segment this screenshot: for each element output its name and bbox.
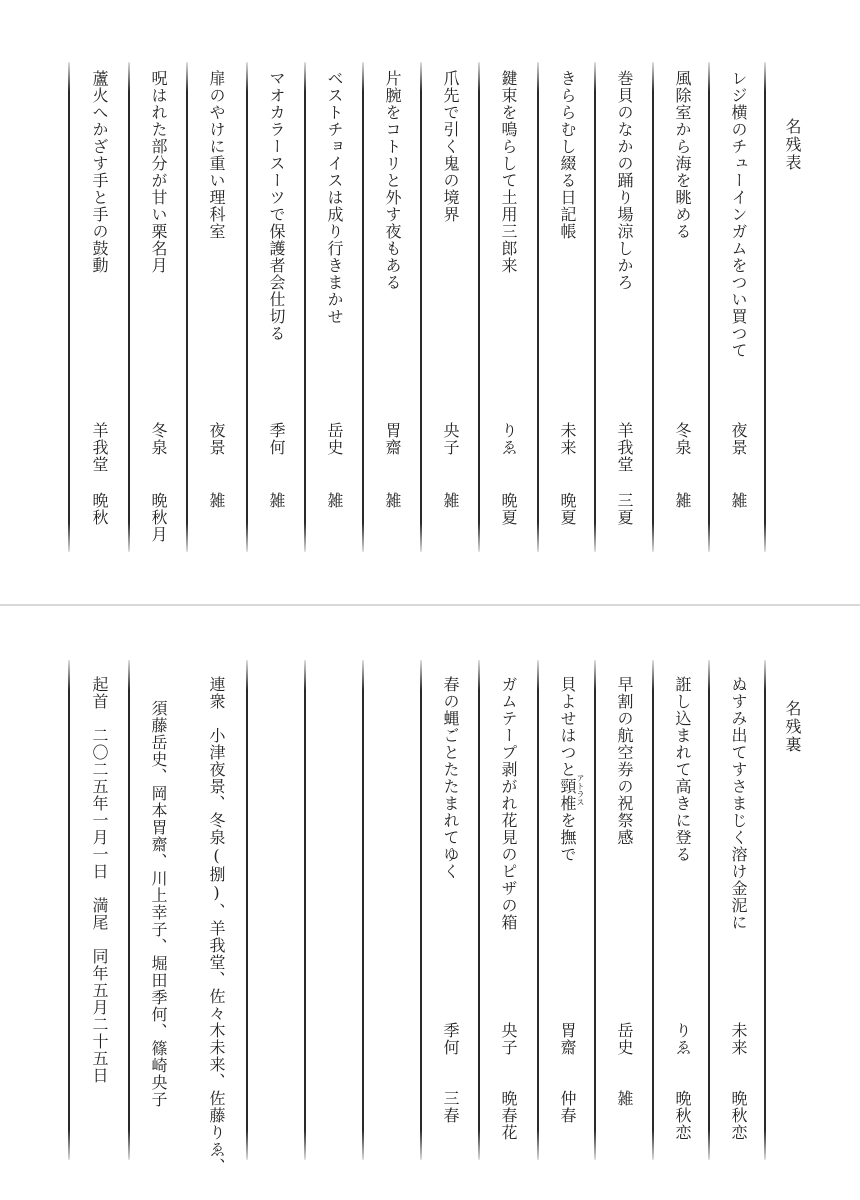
column-rule (708, 62, 710, 552)
verse-text: 巻貝のなかの踊り場涼しかろ (615, 70, 634, 291)
column-rule (652, 62, 654, 552)
column-rule (246, 62, 248, 552)
verse-text-part: を撫で (558, 812, 577, 863)
nagori-ura-sheet (0, 606, 860, 1200)
verse-text: 風除室から海を眺める (673, 70, 692, 240)
column-rule (478, 62, 480, 552)
verse-text (557, 676, 577, 863)
verse-season: 晩秋月 (149, 492, 168, 543)
verse-season: 晩秋恋 (673, 1090, 692, 1141)
column-rule (304, 62, 306, 552)
verse-season: 雑 (325, 492, 344, 509)
verse-author: りゑ (499, 422, 518, 456)
column-rule (128, 62, 130, 552)
ruby-reading: アトラス (576, 774, 585, 806)
column-rule (537, 62, 539, 552)
column-rule (420, 62, 422, 552)
column-rule (420, 660, 422, 1160)
participants-line: 須藤岳史、岡本胃齋、川上幸子、堀田季何、篠崎央子 (149, 700, 168, 1108)
verse-text: ガムテープ剥がれ花見のピザの箱 (499, 676, 518, 931)
verse-season: 雑 (383, 492, 402, 509)
verse-author: りゑ (673, 1022, 692, 1056)
sheet-title-back: 名残裏 (783, 700, 802, 754)
verse-text: 鍵束を鳴らして土用三郎来 (499, 70, 518, 274)
verse-author: 冬泉 (149, 422, 168, 456)
verse-author: 央子 (441, 422, 460, 456)
verse-author: 冬泉 (673, 422, 692, 456)
verse-text: 呪はれた部分が甘い栗名月 (149, 70, 168, 274)
column-rule (68, 62, 70, 552)
column-rule (708, 660, 710, 1160)
verse-author: 夜景 (729, 422, 748, 456)
verse-author: 胃齋 (383, 422, 402, 456)
dates-line: 起首 二〇二五年一月一日 満尾 同年五月二十五日 (90, 676, 109, 1084)
verse-season: 雑 (267, 492, 286, 509)
verse-author: 羊我堂 (90, 422, 109, 473)
sheet-title-front: 名残表 (783, 118, 802, 172)
verse-season: 晩秋 (90, 492, 109, 526)
column-rule (68, 660, 70, 1160)
column-rule (128, 660, 130, 1160)
verse-author: 未来 (558, 422, 577, 456)
ruby-word: 頸椎 (558, 778, 577, 812)
verse-author: 夜景 (207, 422, 226, 456)
verse-season: 三夏 (615, 492, 634, 526)
verse-season: 雑 (673, 492, 692, 509)
verse-author: 央子 (499, 1022, 518, 1056)
column-rule (478, 660, 480, 1160)
verse-text: きららむし綴る日記帳 (558, 70, 577, 240)
verse-text: 片腕をコトリと外す夜もある (383, 70, 402, 291)
column-rule (594, 660, 596, 1160)
verse-text: ベストチョイスは成り行きまかせ (325, 70, 344, 325)
column-rule (362, 660, 364, 1160)
verse-text: 扉のやけに重い理科室 (207, 70, 226, 240)
column-rule (764, 62, 766, 552)
verse-text: 誑し込まれて高きに登る (673, 676, 692, 863)
verse-author: 羊我堂 (615, 422, 634, 473)
verse-season: 晩夏 (558, 492, 577, 526)
participants-line: 連衆 小津夜景、冬泉(捌)、羊我堂、佐々木未来、佐藤りゑ、 (207, 676, 226, 1175)
column-rule (304, 660, 306, 1160)
verse-text: 爪先で引く鬼の境界 (441, 70, 460, 223)
verse-season: 晩春花 (499, 1090, 518, 1141)
verse-text-part: 貝よせはつと (558, 676, 577, 778)
verse-season: 晩夏 (499, 492, 518, 526)
verse-season: 雑 (615, 1090, 634, 1107)
column-rule (652, 660, 654, 1160)
verse-text: 蘆火へかざす手と手の鼓動 (90, 70, 109, 274)
column-rule (186, 62, 188, 552)
column-rule (246, 660, 248, 1160)
verse-season: 仲春 (558, 1090, 577, 1124)
verse-author: 未来 (729, 1022, 748, 1056)
verse-season: 雑 (207, 492, 226, 509)
column-rule (537, 660, 539, 1160)
verse-season: 晩秋恋 (729, 1090, 748, 1141)
column-rule (594, 62, 596, 552)
verse-text: 春の蝿ごとたたまれてゆく (441, 676, 460, 880)
verse-season: 三春 (441, 1090, 460, 1124)
column-rule (764, 660, 766, 1160)
verse-text: ぬすみ出てすさまじく溶け金泥に (729, 676, 748, 931)
verse-season: 雑 (729, 492, 748, 509)
verse-text: レジ横のチューインガムをつい買つて (729, 70, 748, 359)
verse-author: 季何 (441, 1022, 460, 1056)
verse-text: 早割の航空券の祝祭感 (615, 676, 634, 846)
verse-text: マオカラースーツで保護者会仕切る (267, 70, 286, 342)
verse-author: 季何 (267, 422, 286, 456)
verse-season: 雑 (441, 492, 460, 509)
verse-author: 岳史 (325, 422, 344, 456)
column-rule (362, 62, 364, 552)
verse-author: 胃齋 (558, 1022, 577, 1056)
verse-author: 岳史 (615, 1022, 634, 1056)
